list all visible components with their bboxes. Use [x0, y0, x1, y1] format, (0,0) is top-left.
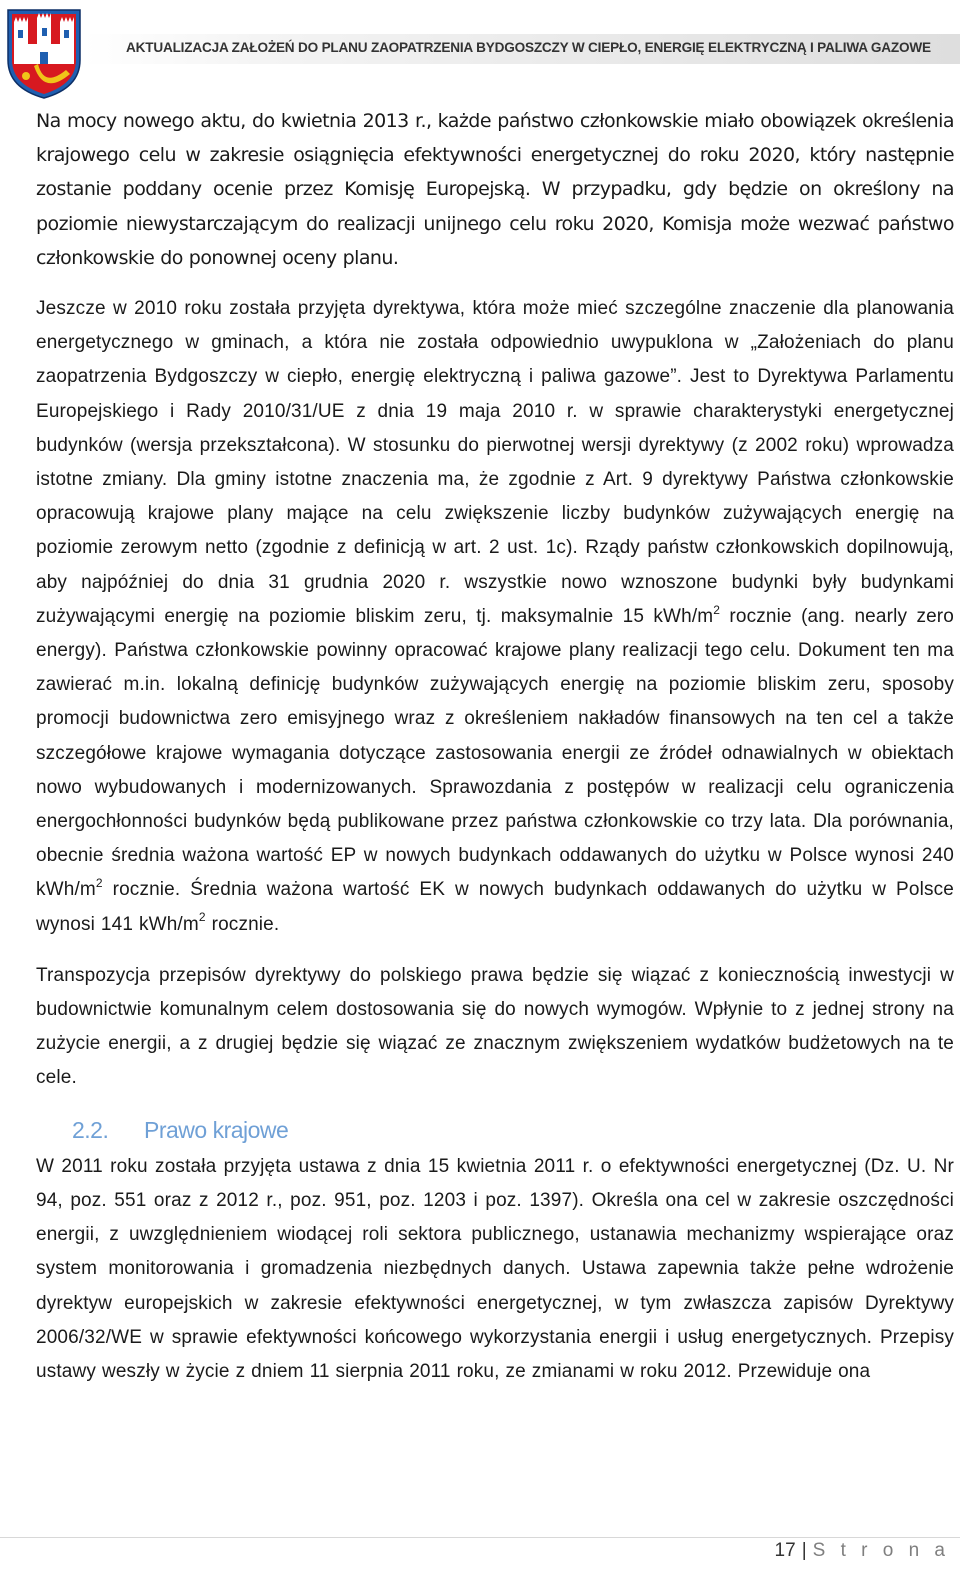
paragraph: Transpozycja przepisów dyrektywy do polskiego prawa będzie się wiązać z koniecznością inwestycji w budownictwie komunalnym celem dostosowania się do nowych wymogów. Wpłynie to z jednej strony na zużycie energii, a z drugiej będzie się wiązać ze znacznym zwiększeniem wydatków budżetowych na te cele.: [36, 964, 954, 1089]
paragraph-text: rocznie (ang. nearly zero energy). Państwa członkowskie powinny opracować krajowe plany realizacji tego celu. Dokument ten ma zawierać m.in. lokalną definicję budynków zużywających energię na poziomie bliskim zeru, sposoby promocji budownictwa zero emisyjnego wraz z określeniem nakładów finansowych na ten cel a także szczegółowe krajowe wymagania dotyczące zastosowania energii ze źródeł odnawialnych w obiektach nowo wybudowanych i modernizowanych. Sprawozdania z postępów w realizacji celu ograniczenia energochłonności budynków będą publikowane przez państwa członkowskie co trzy lata. Dla porównania, obecnie średnia ważona wartość EP w nowych budynkach oddawanych do użytku w Polsce wynosi 240 kWh/m: [36, 605, 955, 901]
bydgoszcz-coat-of-arms-icon: [4, 4, 84, 100]
document-body: [36, 104, 954, 1389]
superscript: 2: [95, 876, 103, 891]
section-heading: [72, 1110, 954, 1150]
superscript: 2: [713, 602, 721, 617]
page-footer: [775, 1540, 950, 1562]
document-title: AKTUALIZACJA ZAŁOŻEŃ DO PLANU ZAOPATRZENIA BYDGOSZCZY W CIEPŁO, ENERGIĘ ELEKTRYCZNĄ I PALIWA GAZOWE: [126, 40, 931, 55]
paragraph-text: Jeszcze w 2010 roku została przyjęta dyrektywa, która może mieć szczególne znaczenie dla planowania energetycznego w gminach, a która nie została odpowiednio uwypuklona w „Założeniach do planu zaopatrzenia Bydgoszczy w ciepło, energię elektryczną i paliwa gazowe”. Jest to Dyrektywa Parlamentu Europejskiego i Rady 2010/31/UE z dnia 19 maja 2010 r. w sprawie charakterystyki energetycznej budynków (wersja przekształcona). W stosunku do pierwotnej wersji dyrektywy (z 2002 roku) wprowadza istotne zmiany. Dla gminy istotne znaczenia ma, że zgodnie z Art. 9 dyrektywy Państwa członkowskie opracowują krajowe plany mające na celu zwiększenie liczby budynków zużywających energię na poziomie zerowym netto (zgodnie z definicją w art. 2 ust. 1c). Rządy państw członkowskich dopilnowują, aby najpóźniej do dnia 31 grudnia 2020 r. wszystkie nowo wznoszone budynki były budynkami zużywającymi energię na poziomie bliskim zeru, tj. maksymalnie 15 kWh/m: [36, 298, 954, 627]
superscript: 2: [198, 910, 206, 925]
section-title: Prawo krajowe: [144, 1116, 289, 1143]
paragraph-text: rocznie.: [205, 913, 280, 935]
paragraph: [36, 292, 954, 942]
page-header: [0, 0, 960, 100]
paragraph: Na mocy nowego aktu, do kwietnia 2013 r., każde państwo członkowskie miało obowiązek określenia krajowego celu w zakresie osiągnięcia efektywności energetycznej do roku 2020, który następnie zostanie poddany ocenie przez Komisję Europejską. W przypadku, gdy będzie on określony na poziomie niewystarczającym do realizacji unijnego celu roku 2020, Komisja może wezwać państwo członkowskie do ponownej oceny planu.: [36, 110, 954, 269]
footer-separator: |: [801, 1540, 807, 1561]
page-number: 17: [774, 1540, 796, 1561]
paragraph-text: rocznie. Średnia ważona wartość EK w nowych budynkach oddawanych do użytku w Polsce wynosi 141 kWh/m: [36, 879, 954, 935]
footer-divider: [0, 1537, 960, 1538]
paragraph: W 2011 roku została przyjęta ustawa z dnia 15 kwietnia 2011 r. o efektywności energetycznej (Dz. U. Nr 94, poz. 551 oraz z 2012 r., poz. 951, poz. 1203 i poz. 1397). Określa ona cel w zakresie oszczędności energii, z uwzględnieniem wiodącej roli sektora publicznego, ustanawia mechanizmy wspierające oraz system monitorowania i gromadzenia niezbędnych danych. Ustawa zapewnia także pełne wdrożenie dyrektyw europejskich w zakresie efektywności energetycznej, w tym zwłaszcza zapisów Dyrektywy 2006/32/WE w sprawie efektywności końcowego wykorzystania energii i usług energetycznych. Przepisy ustawy weszły w życie z dniem 11 sierpnia 2011 roku, ze zmianami w roku 2012. Przewiduje ona: [36, 1155, 954, 1382]
section-number: 2.2.: [72, 1116, 109, 1143]
page-label: S t r o n a: [812, 1540, 950, 1561]
